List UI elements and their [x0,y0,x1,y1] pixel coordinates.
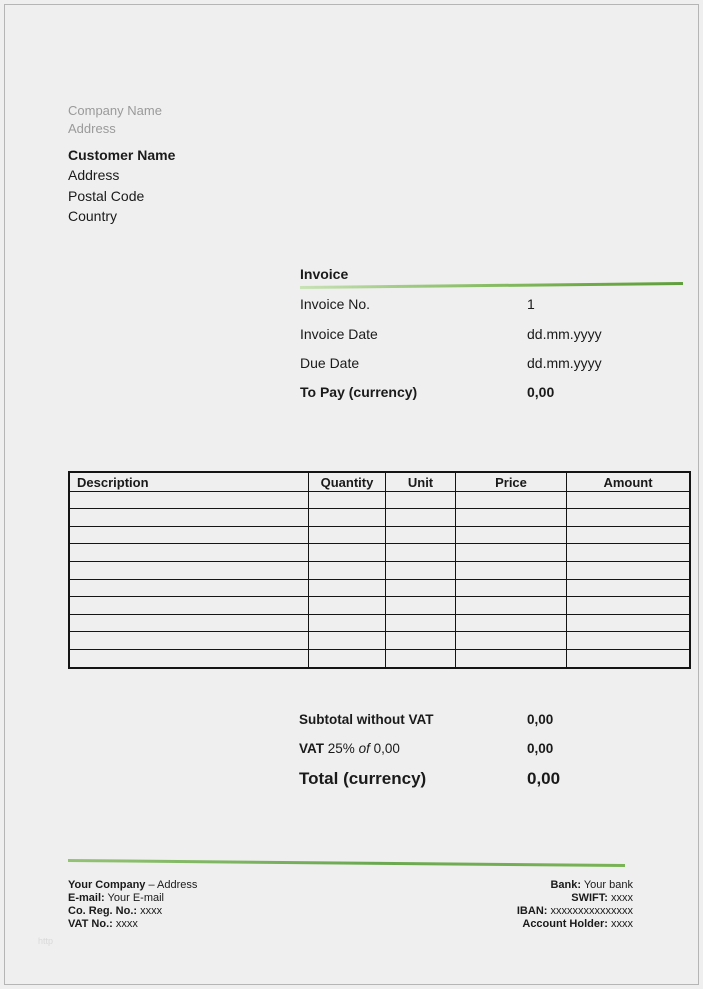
item-row [69,579,690,597]
footer-swift-bold: SWIFT: [571,892,608,904]
footer-email-line [68,892,197,905]
item-cell-description [69,632,309,650]
vat-of-word: of [358,741,370,756]
watermark-text: http [38,936,54,946]
invoice-number-value: 1 [527,296,535,312]
item-row [69,632,690,650]
customer-country: Country [68,207,118,224]
item-cell-quantity [309,597,386,615]
footer-swift-line [517,892,633,905]
item-cell-description [69,509,309,527]
item-cell-amount [567,526,691,544]
invoice-number-row [300,296,683,316]
footer-iban-rest: xxxxxxxxxxxxxxx [547,905,633,917]
customer-name: Customer Name [68,147,176,163]
sender-address: Address [68,121,116,136]
item-cell-price [456,526,567,544]
item-cell-unit [386,632,456,650]
item-cell-description [69,526,309,544]
item-cell-amount [567,544,691,562]
customer-address: Address [68,167,120,184]
item-cell-price [456,614,567,632]
item-cell-quantity [309,614,386,632]
item-cell-description [69,544,309,562]
item-cell-price [456,544,567,562]
grand-total-label: Total (currency) [299,769,427,788]
vat-label: VAT [299,741,324,756]
customer-postal-code: Postal Code [68,187,145,204]
grand-total-row [299,769,639,789]
invoice-title: Invoice [300,266,349,282]
footer-vatno-line [68,918,197,931]
item-cell-amount [567,561,691,579]
item-cell-description [69,649,309,667]
item-cell-description [69,491,309,509]
to-pay-row [300,384,683,404]
invoice-number-label: Invoice No. [300,296,371,312]
footer-company-rest: – Address [145,879,198,891]
footer-iban-bold: IBAN: [516,905,548,917]
item-row [69,649,690,667]
item-cell-description [69,579,309,597]
item-cell-price [456,632,567,650]
invoice-date-label: Invoice Date [300,326,378,342]
item-cell-price [456,649,567,667]
footer-account-holder-bold: Account Holder: [522,918,608,930]
item-row [69,491,690,509]
vat-value: 0,00 [527,741,554,756]
footer-company-bold: Your Company [68,879,146,891]
grand-total-value: 0,00 [527,769,561,788]
column-header-amount: Amount [567,472,691,491]
invoice-date-value: dd.mm.yyyy [527,326,602,342]
column-header-quantity: Quantity [309,472,386,491]
item-cell-unit [386,491,456,509]
item-cell-price [456,509,567,527]
item-cell-unit [386,526,456,544]
footer-bank-info [517,879,633,931]
item-row [69,526,690,544]
item-cell-unit [386,561,456,579]
item-cell-unit [386,649,456,667]
invoice-date-row [300,326,683,346]
item-row [69,544,690,562]
item-cell-amount [567,632,691,650]
item-row [69,597,690,615]
item-cell-price [456,597,567,615]
item-cell-price [456,561,567,579]
footer-email-bold: E-mail: [68,892,105,904]
item-cell-quantity [309,491,386,509]
item-cell-quantity [309,544,386,562]
item-cell-description [69,614,309,632]
item-cell-amount [567,509,691,527]
table-header-row [69,472,690,491]
item-cell-unit [386,544,456,562]
item-cell-quantity [309,526,386,544]
footer-bank-rest: Your bank [581,879,633,891]
item-cell-quantity [309,561,386,579]
item-cell-unit [386,579,456,597]
footer-swift-rest: xxxx [607,892,633,904]
column-header-unit: Unit [386,472,456,491]
to-pay-label: To Pay (currency) [300,384,418,400]
column-header-price: Price [456,472,567,491]
invoice-meta-section [300,266,683,406]
item-cell-amount [567,579,691,597]
item-cell-unit [386,509,456,527]
subtotal-row [299,712,639,727]
line-items-table [68,471,691,669]
footer-account-holder-rest: xxxx [607,918,633,930]
item-cell-price [456,579,567,597]
due-date-row [300,355,683,375]
footer-coreg-rest: xxxx [137,905,163,917]
footer-rule [68,859,625,867]
item-cell-amount [567,649,691,667]
footer-account-holder-line [517,918,633,931]
item-cell-description [69,561,309,579]
footer-company-info [68,879,197,931]
subtotal-value: 0,00 [527,712,554,727]
customer-address-block [68,145,175,226]
vat-row [299,741,639,756]
footer-coreg-bold: Co. Reg. No.: [68,905,138,917]
sender-company-name: Company Name [68,103,162,118]
item-row [69,614,690,632]
footer-bank-line [517,879,633,892]
invoice-title-rule [300,282,683,289]
footer-coreg-line [68,905,197,918]
vat-base: 0,00 [373,741,400,756]
footer-bank-bold: Bank: [550,879,581,891]
sender-address-block [68,102,162,138]
vat-rate: 25% [327,741,355,756]
item-row [69,509,690,527]
footer-iban-line [517,905,633,918]
item-cell-price [456,491,567,509]
footer-vatno-rest: xxxx [112,918,138,930]
due-date-label: Due Date [300,355,360,371]
item-cell-amount [567,614,691,632]
item-cell-amount [567,597,691,615]
footer-company-line [68,879,197,892]
item-cell-quantity [309,632,386,650]
footer-email-rest: Your E-mail [104,892,164,904]
due-date-value: dd.mm.yyyy [527,355,602,371]
to-pay-value: 0,00 [527,384,555,400]
footer-vatno-bold: VAT No.: [68,918,113,930]
item-cell-description [69,597,309,615]
item-cell-quantity [309,509,386,527]
item-cell-unit [386,597,456,615]
item-cell-quantity [309,649,386,667]
item-row [69,561,690,579]
item-cell-unit [386,614,456,632]
item-cell-quantity [309,579,386,597]
item-cell-amount [567,491,691,509]
column-header-description: Description [69,472,309,491]
subtotal-label: Subtotal without VAT [299,712,434,727]
